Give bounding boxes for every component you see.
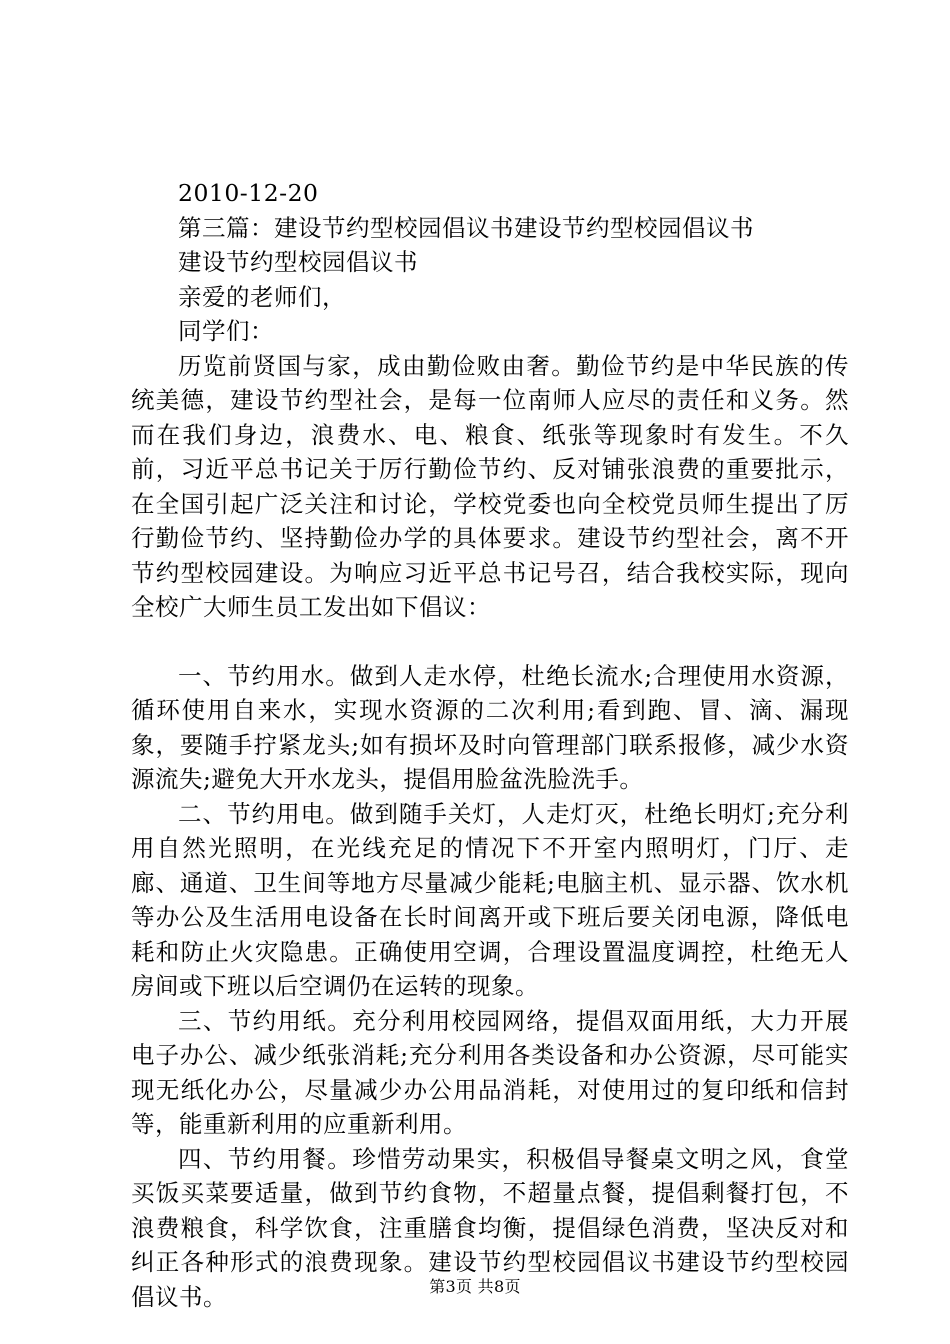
document-body [131,176,849,1314]
page-number-footer: 第3页 共8页 [429,1277,521,1296]
document-title: 建设节约型校园倡议书 [178,248,418,276]
paragraph-save-water: 一、节约用水。做到人走水停，杜绝长流水;合理使用水资源，循环使用自来水，实现水资源的二次利用;看到跑、冒、滴、漏现象，要随手拧紧龙头;如有损坏及时向管理部门联系报修，减少水资源流失;避免大开水龙头，提倡用脸盆洗脸洗手。 [131,661,849,793]
paragraph-save-electricity: 二、节约用电。做到随手关灯，人走灯灭，杜绝长明灯;充分利用自然光照明，在光线充足的情况下不开室内照明灯，门厅、走廊、通道、卫生间等地方尽量减少能耗;电脑主机、显示器、饮水机等办公及生活用电设备在长时间离开或下班后要关闭电源，降低电耗和防止火灾隐患。正确使用空调，合理设置温度调控，杜绝无人房间或下班以后空调仍在运转的现象。 [131,799,849,1000]
salutation-teachers: 亲爱的老师们， [178,282,346,311]
document-date: 2010-12-20 [178,179,319,207]
paragraph-save-paper: 三、节约用纸。充分利用校园网络，提倡双面用纸，大力开展电子办公、减少纸张消耗;充分利用各类设备和办公资源，尽可能实现无纸化办公，尽量减少办公用品消耗，对使用过的复印纸和信封等，能重新利用的应重新利用。 [131,1006,849,1138]
paragraph-save-food: 四、节约用餐。珍惜劳动果实，积极倡导餐桌文明之风，食堂买饭买菜要适量，做到节约食物，不超量点餐，提倡剩餐打包，不浪费粮食，科学饮食，注重膳食均衡，提倡绿色消费，坚决反对和纠正各种形式的浪费现象。建设节约型校园倡议书建设节约型校园倡议书。 [131,1144,849,1311]
chapter-heading: 第三篇：建设节约型校园倡议书建设节约型校园倡议书 [178,213,754,242]
salutation-students: 同学们： [178,317,274,345]
paragraph-gap [131,625,849,659]
paragraph-intro: 历览前贤国与家，成由勤俭败由奢。勤俭节约是中华民族的传统美德，建设节约型社会，是每一位南师人应尽的责任和义务。然而在我们身边，浪费水、电、粮食、纸张等现象时有发生。不久前，习近平总书记关于厉行勤俭节约、反对铺张浪费的重要批示，在全国引起广泛关注和讨论，学校党委也向全校党员师生提出了厉行勤俭节约、坚持勤俭办学的具体要求。建设节约型社会，离不开节约型校园建设。为响应习近平总书记号召，结合我校实际，现向全校广大师生员工发出如下倡议： [131,351,849,621]
